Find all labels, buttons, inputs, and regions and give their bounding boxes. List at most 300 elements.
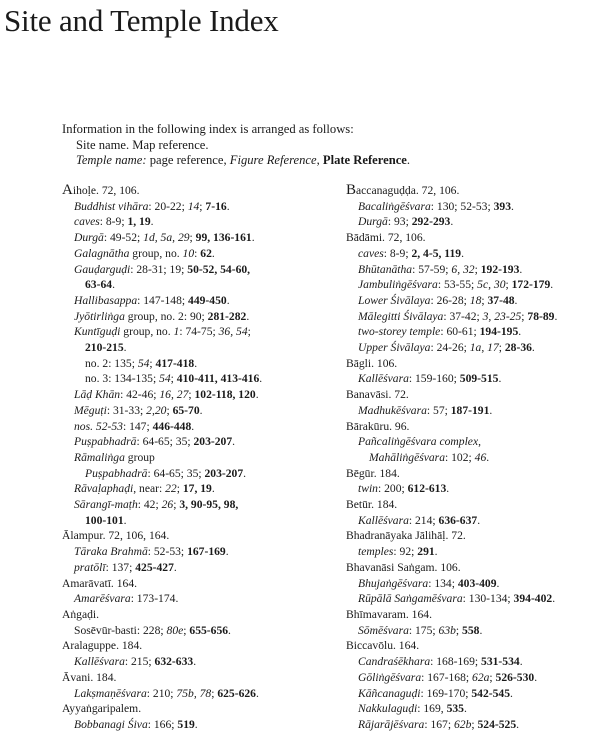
entry-text: . [211, 482, 215, 496]
entry-text: 80e [166, 623, 184, 637]
entry-text: : 64-65; 35; [136, 435, 194, 449]
entry-text: Kallēśvara [358, 372, 409, 386]
entry-text: . [519, 262, 523, 276]
entry-text: ; [173, 498, 180, 512]
entry-text: : 147; [122, 419, 153, 433]
page-title: Site and Temple Index [4, 3, 279, 38]
entry-text: ; [166, 403, 173, 417]
entry-text: 36, 54 [218, 325, 248, 339]
entry-text: : 173-174. [130, 592, 179, 606]
entry-text: 203-207 [204, 466, 244, 480]
entry-text: . [510, 199, 514, 213]
entry-text: 102-118, 120 [194, 388, 256, 402]
entry-text: 65-70 [172, 403, 200, 417]
entry-text: two-storey temple [358, 325, 441, 339]
entry-text: . [519, 655, 523, 669]
entry-text: . [461, 246, 464, 260]
entry-text: 394-402 [513, 592, 553, 606]
index-temple-entry [62, 686, 332, 702]
entry-text: : 166; [147, 717, 178, 731]
entry-text: ; [481, 293, 488, 307]
index-temple-entry [346, 371, 600, 387]
intro-fragment: Plate Reference [322, 153, 407, 167]
entry-text: 210-215 [85, 341, 124, 355]
entry-text: 7-16 [205, 199, 227, 213]
index-site-entry [346, 497, 600, 513]
entry-text: : 159-160; [408, 372, 460, 386]
entry-text: ; [170, 372, 177, 386]
entry-text: group [124, 450, 155, 464]
entry-text: 187-191 [450, 403, 490, 417]
entry-text: : 52-53; [147, 545, 188, 559]
entry-text: accanaguḍḍa. 72, 106. [356, 184, 460, 197]
entry-text: . [534, 670, 538, 684]
entry-text: Candraśēkhara [358, 655, 431, 669]
entry-text: . [489, 403, 493, 417]
entry-text: Durgā [74, 231, 104, 245]
entry-text: : 93; [387, 215, 412, 229]
entry-text: temples [358, 545, 394, 559]
entry-text: Sōmēśvara [358, 623, 409, 637]
entry-text: : 167-168; [421, 670, 473, 684]
index-site-entry [346, 230, 600, 246]
entry-text: . [463, 702, 467, 716]
index-temple-entry [346, 670, 600, 686]
entry-text: ; [521, 309, 528, 323]
entry-text: Kāñcanaguḍi [358, 686, 421, 700]
entry-text: 167-169 [187, 545, 226, 559]
entry-text: Bēgūr. 184. [346, 466, 400, 480]
entry-text: Banavāsi. 72. [346, 388, 409, 402]
entry-text: . [226, 199, 230, 213]
entry-text: . [498, 372, 502, 386]
entry-text: : [194, 246, 201, 260]
index-temple-entry [346, 654, 600, 670]
entry-text: : 92; [393, 545, 418, 559]
intro-line-3 [62, 153, 410, 169]
entry-text: Kallēśvara [358, 513, 409, 527]
index-temple-entry [62, 356, 332, 372]
index-temple-entry [346, 576, 600, 592]
entry-text: . [516, 717, 520, 731]
entry-text: ; [505, 278, 512, 292]
index-site-entry [62, 576, 332, 592]
entry-text: 28-36 [504, 341, 532, 355]
entry-text: : 175; [408, 623, 439, 637]
entry-text: : 53-55; [437, 278, 478, 292]
entry-text: 194-195 [479, 325, 519, 339]
entry-text: twin [358, 482, 378, 496]
entry-text: 2,20 [146, 403, 167, 417]
entry-text: : 28-31; 19; [130, 262, 188, 276]
entry-text: ; [474, 262, 481, 276]
entry-text: 632-633 [154, 655, 194, 669]
entry-text: : 200; [377, 482, 408, 496]
entry-text: . [194, 717, 198, 731]
entry-text: Bhīmavaram. 164. [346, 607, 432, 621]
entry-text: Rāvaḷaphaḍi [74, 482, 134, 496]
index-temple-entry [346, 214, 600, 230]
entry-text: , [478, 435, 481, 449]
intro-fragment: Figure Reference [229, 153, 317, 167]
index-temple-entry [62, 324, 332, 340]
index-temple-entry [62, 403, 332, 419]
entry-text: . [554, 309, 558, 323]
entry-text: Aṅgaḍi. [62, 607, 100, 621]
entry-text: Bobbanagi Śiva [74, 717, 148, 731]
index-site-entry [346, 419, 600, 435]
index-temple-entry [62, 513, 332, 529]
entry-text: 526-530 [495, 670, 535, 684]
index-temple-entry [346, 481, 600, 497]
index-temple-entry [346, 340, 600, 356]
index-temple-entry [346, 434, 600, 450]
entry-text: 625-626 [217, 686, 256, 700]
entry-text: Durgā [358, 215, 388, 229]
index-temple-entry [346, 246, 600, 262]
entry-text: 3, 23-25 [482, 309, 522, 323]
entry-text: . [194, 356, 198, 370]
entry-text: 50-52, 54-60, [187, 262, 251, 276]
entry-text: Mahāliṅgēśvara [369, 450, 445, 464]
entry-text: . [434, 545, 438, 559]
entry-text: ; [211, 686, 218, 700]
entry-text: . [479, 623, 483, 637]
entry-text: : 57; [426, 403, 451, 417]
entry-text: Sosēvūr-basti: 228; [74, 623, 167, 637]
entry-text: : 42-46; [120, 388, 160, 402]
entry-text: . [255, 686, 259, 700]
entry-text: : 60-61; [440, 325, 480, 339]
entry-text: Ālampur. 72, 106, 164. [62, 529, 170, 543]
entry-text: 5c, 30 [477, 278, 506, 292]
index-column-right [346, 183, 600, 733]
entry-text: 54 [137, 356, 150, 370]
index-temple-entry [62, 560, 332, 576]
entry-text: Bhavanāsi Saṅgam. 106. [346, 560, 461, 574]
index-temple-entry [62, 544, 332, 560]
entry-text: 1d, 5a, 29 [143, 231, 190, 245]
intro-line-2: Site name. Map reference. [76, 137, 209, 152]
entry-text: . [211, 246, 215, 260]
entry-text: Bhadranāyaka Jālihāḷ. 72. [346, 529, 466, 543]
intro-block [62, 122, 410, 169]
entry-text: ; [189, 231, 196, 245]
entry-text: . [228, 623, 231, 637]
entry-text: 1, 19 [127, 215, 151, 229]
index-temple-entry [62, 450, 332, 466]
index-temple-entry [62, 481, 332, 497]
index-site-entry [346, 607, 600, 623]
entry-text: : 8-9; [99, 215, 128, 229]
index-site-entry [346, 356, 600, 372]
entry-text: Bacaliṅgēśvara [358, 199, 431, 213]
index-temple-entry [346, 591, 600, 607]
entry-text: Hallibasappa [74, 293, 138, 307]
entry-text: : 147-148; [137, 293, 189, 307]
entry-text: . [173, 560, 177, 574]
entry-text: . [496, 576, 500, 590]
entry-text: 26 [161, 498, 174, 512]
entry-text: group, no. 2: 90; [124, 309, 208, 323]
index-temple-entry [346, 623, 600, 639]
entry-text: caves [358, 246, 384, 260]
entry-text: 2, 4-5, 119 [411, 246, 462, 260]
intro-fragment: Temple name: [76, 153, 147, 167]
index-temple-entry [62, 277, 332, 293]
entry-text: ; [489, 670, 496, 684]
index-site-entry [62, 183, 332, 199]
entry-text: : 57-59; [412, 262, 452, 276]
entry-text: . [123, 341, 127, 355]
entry-text: 403-409 [457, 576, 497, 590]
entry-text: Betūr. 184. [346, 498, 398, 512]
entry-text: . [531, 341, 535, 355]
intro-fragment: . [406, 153, 411, 167]
entry-text: Amarāvatī. 164. [62, 576, 138, 590]
entry-text: 172-179 [511, 278, 551, 292]
entry-text: 18 [469, 293, 482, 307]
index-site-entry [346, 560, 600, 576]
entry-text: : 49-52; [103, 231, 144, 245]
entry-text: 449-450 [188, 293, 227, 307]
entry-text: Mālegitti Śivālaya [358, 309, 444, 323]
entry-text: Lāḍ Khān [74, 388, 121, 402]
index-temple-entry [62, 214, 332, 230]
index-temple-entry [346, 403, 600, 419]
entry-text: Lower Śivālaya [358, 293, 431, 307]
index-temple-entry [62, 309, 332, 325]
index-temple-entry [62, 434, 332, 450]
entry-text: . [199, 403, 203, 417]
index-temple-entry [346, 199, 600, 215]
index-site-entry [62, 701, 332, 717]
index-temple-entry [346, 309, 600, 325]
entry-text: : 215; [124, 655, 155, 669]
index-temple-entry [62, 293, 332, 309]
entry-text: . [259, 372, 263, 386]
entry-text: : 167; [424, 717, 454, 731]
entry-text: 99, 136-161 [195, 231, 252, 245]
index-temple-entry [346, 324, 600, 340]
entry-text: 78-89 [527, 309, 555, 323]
entry-text: 542-545 [471, 686, 511, 700]
entry-text: 1a, 17 [469, 341, 499, 355]
entry-text: : 130; 52-53; [430, 199, 494, 213]
entry-text: , near: [133, 482, 166, 496]
entry-text: ; [498, 341, 505, 355]
entry-text: 3, 90-95, 98, [179, 498, 239, 512]
entry-text: Puṣpabhadrā [85, 466, 148, 480]
entry-text: . [514, 293, 518, 307]
entry-text: Galagnātha [74, 246, 130, 260]
entry-text: 558 [462, 623, 480, 637]
entry-text: 22 [165, 482, 177, 496]
entry-text: . [246, 309, 250, 323]
index-temple-entry [346, 277, 600, 293]
entry-text: Bārakūru. 96. [346, 419, 410, 433]
entry-text: 192-193 [480, 262, 520, 276]
entry-text: ; [199, 199, 206, 213]
entry-text: Gauḍarguḍi [74, 262, 131, 276]
entry-text: ; [471, 717, 478, 731]
index-temple-entry [62, 497, 332, 513]
index-temple-entry [346, 686, 600, 702]
entry-text: 54 [159, 372, 171, 386]
entry-text: ; [176, 482, 183, 496]
entry-text: pratōlī [74, 560, 106, 574]
entry-text: : 210; [146, 686, 177, 700]
entry-text: Madhukēśvara [358, 403, 427, 417]
entry-text: . [191, 419, 195, 433]
index-site-entry [62, 607, 332, 623]
entry-text: : 134; [428, 576, 458, 590]
index-temple-entry [62, 262, 332, 278]
intro-line-1: Information in the following index is arranged as follows: [62, 122, 354, 136]
index-site-entry [346, 638, 600, 654]
index-temple-entry [62, 717, 332, 733]
index-column-left [62, 183, 332, 733]
entry-text: . [255, 388, 259, 402]
entry-text: 100-101 [85, 513, 124, 527]
entry-text: 16, 27 [159, 388, 189, 402]
entry-text: . [232, 435, 236, 449]
entry-text: Tāraka Brahmā [74, 545, 148, 559]
entry-text: Buddhist vihāra [74, 199, 149, 213]
index-temple-entry [62, 419, 332, 435]
entry-text: . [251, 231, 255, 245]
index-temple-entry [346, 293, 600, 309]
index-temple-entry [62, 387, 332, 403]
entry-text: Āvani. 184. [62, 670, 117, 684]
entry-text: 291 [417, 545, 435, 559]
index-temple-entry [346, 544, 600, 560]
entry-text: Bhūtanātha [358, 262, 413, 276]
entry-text: . [112, 278, 115, 292]
entry-text: 62 [200, 246, 212, 260]
entry-text: . [150, 215, 154, 229]
index-temple-entry [62, 340, 332, 356]
entry-text: : 102; [445, 450, 475, 464]
index-temple-entry [62, 199, 332, 215]
entry-text: : 20-22; [148, 199, 188, 213]
entry-text: 410-411, 413-416 [176, 372, 260, 386]
entry-text: Puṣpabhadrā [74, 435, 137, 449]
entry-text: group, no. [120, 325, 174, 339]
entry-text: : 214; [408, 513, 439, 527]
entry-text: : 24-26; [430, 341, 470, 355]
entry-text: 17, 19 [182, 482, 212, 496]
entry-text: ihoḷe. 72, 106. [72, 184, 140, 197]
entry-text: : 74-75; [179, 325, 219, 339]
entry-text: no. 2: 135; [85, 356, 138, 370]
index-temple-entry [346, 262, 600, 278]
index-temple-entry [346, 513, 600, 529]
entry-text: . [193, 655, 197, 669]
entry-text: Ayyaṅgaripalem. [62, 702, 142, 716]
entry-text: 425-427 [135, 560, 174, 574]
index-site-entry [346, 528, 600, 544]
entry-text: Sārangī-maṭh [74, 498, 138, 512]
index-temple-entry [62, 654, 332, 670]
index-temple-entry [346, 450, 600, 466]
entry-text: . [518, 325, 522, 339]
entry-text: Jyōtirliṅga [74, 309, 125, 323]
entry-text: Bāgli. 106. [346, 356, 398, 370]
entry-text: 63-64 [85, 278, 113, 292]
entry-text: Bhujaṅgēśvara [358, 576, 429, 590]
entry-text: 636-637 [438, 513, 478, 527]
entry-text: 535 [446, 702, 464, 716]
entry-text: . [550, 278, 554, 292]
entry-text: Upper Śivālaya [358, 341, 431, 355]
index-temple-entry [62, 466, 332, 482]
entry-text: Aralaguppe. 184. [62, 639, 143, 653]
entry-text: Amarēśvara [74, 592, 131, 606]
entry-text: 37-48 [487, 293, 515, 307]
entry-text: Rājarājēśvara [358, 717, 425, 731]
index-temple-entry [62, 591, 332, 607]
entry-text: 531-534 [481, 655, 520, 669]
entry-text: B [346, 182, 357, 198]
entry-text: Rāmaliṅga [74, 450, 125, 464]
entry-text: : 37-42; [443, 309, 483, 323]
entry-text: 446-448 [152, 419, 192, 433]
entry-text: Gōliṅgēśvara [358, 670, 422, 684]
entry-text: 62b [453, 717, 472, 731]
entry-text: A [62, 182, 73, 198]
index-site-entry [62, 638, 332, 654]
entry-text: : 42; [137, 498, 162, 512]
entry-text: 417-418 [155, 356, 195, 370]
entry-text: caves [74, 215, 100, 229]
entry-text: 655-656 [189, 623, 229, 637]
entry-text: 46 [474, 450, 487, 464]
intro-fragment: page reference, [146, 153, 230, 167]
entry-text: . [225, 545, 229, 559]
entry-text: Bādāmi. 72, 106. [346, 231, 426, 245]
entry-text: 281-282 [207, 309, 247, 323]
entry-text: 10 [182, 246, 195, 260]
entry-text: group, no. [129, 246, 183, 260]
entry-text: 519 [177, 717, 195, 731]
entry-text: Lakṣmaṇēśvara [74, 686, 147, 700]
entry-text: . [510, 686, 513, 700]
entry-text: ; [183, 623, 190, 637]
entry-text: 292-293 [411, 215, 451, 229]
entry-text: : 8-9; [383, 246, 412, 260]
entry-text: ; [188, 388, 195, 402]
index-site-entry [346, 387, 600, 403]
entry-text: 524-525 [477, 717, 517, 731]
entry-text: : 26-28; [430, 293, 470, 307]
entry-text: Jambuliṅgēśvara [358, 278, 438, 292]
entry-text: 612-613 [407, 482, 447, 496]
entry-text: . [226, 293, 230, 307]
index-temple-entry [346, 701, 600, 717]
index-site-entry [62, 670, 332, 686]
entry-text: . [243, 466, 247, 480]
index-site-entry [346, 183, 600, 199]
entry-text: 1 [173, 325, 180, 339]
entry-text: : 169, [417, 702, 447, 716]
entry-text: Rūpālā Saṅgamēśvara [358, 592, 463, 606]
entry-text: Biccavōlu. 164. [346, 639, 420, 653]
entry-text: 393 [493, 199, 511, 213]
entry-text: Nakkulaguḍi [358, 702, 418, 716]
index-temple-entry [346, 717, 600, 733]
entry-text: no. 3: 134-135; [85, 372, 160, 386]
